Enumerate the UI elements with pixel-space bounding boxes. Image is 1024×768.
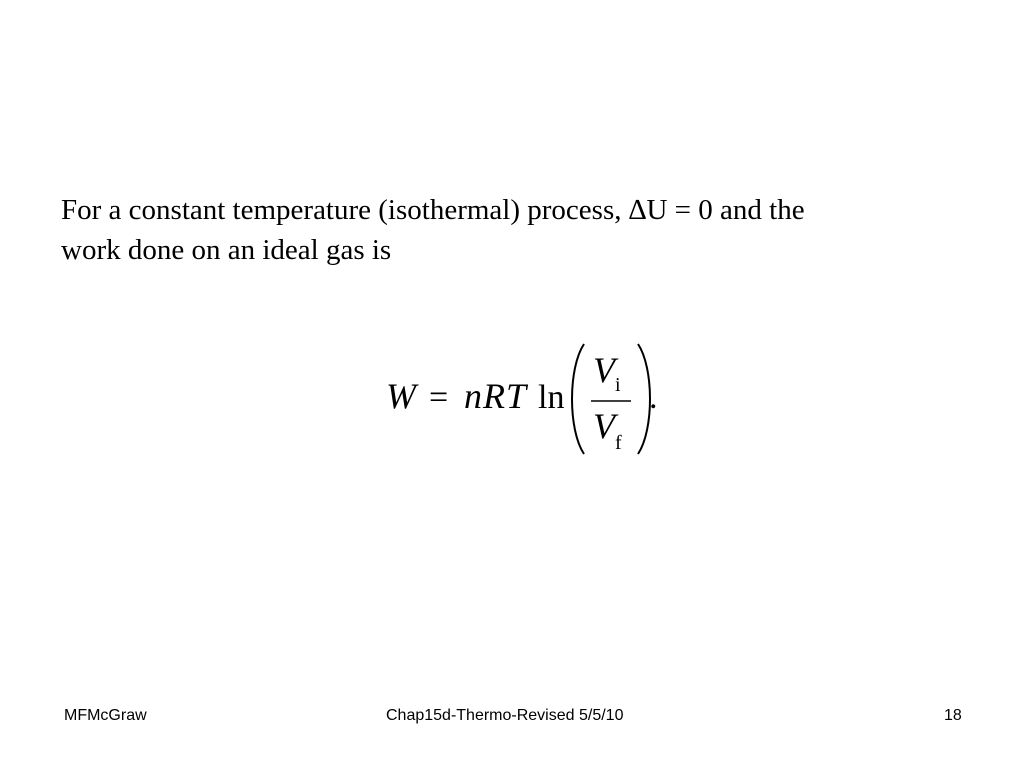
denominator-V: V bbox=[593, 406, 615, 446]
left-parenthesis bbox=[572, 344, 584, 454]
body-line-1: For a constant temperature (isothermal) process, ∆U = 0 and the bbox=[61, 194, 805, 226]
equation-equals: = bbox=[429, 379, 449, 416]
numerator-V: V bbox=[593, 350, 615, 390]
numerator-subscript-i: i bbox=[615, 374, 621, 396]
equation-ln: ln bbox=[538, 379, 565, 416]
equation-W: W bbox=[386, 376, 416, 416]
footer-title: Chap15d-Thermo-Revised 5/5/10 bbox=[386, 707, 624, 724]
denominator-subscript-f: f bbox=[615, 432, 622, 454]
equation-R: R bbox=[483, 376, 505, 416]
equation-period: . bbox=[649, 379, 658, 416]
equation-n: n bbox=[464, 376, 482, 416]
footer-author: MFMcGraw bbox=[64, 707, 147, 724]
body-line-2: work done on an ideal gas is bbox=[61, 234, 392, 266]
isothermal-work-equation bbox=[384, 338, 684, 458]
slide-body-text bbox=[61, 190, 961, 270]
equation-T: T bbox=[506, 376, 527, 416]
footer-page-number: 18 bbox=[944, 707, 962, 724]
